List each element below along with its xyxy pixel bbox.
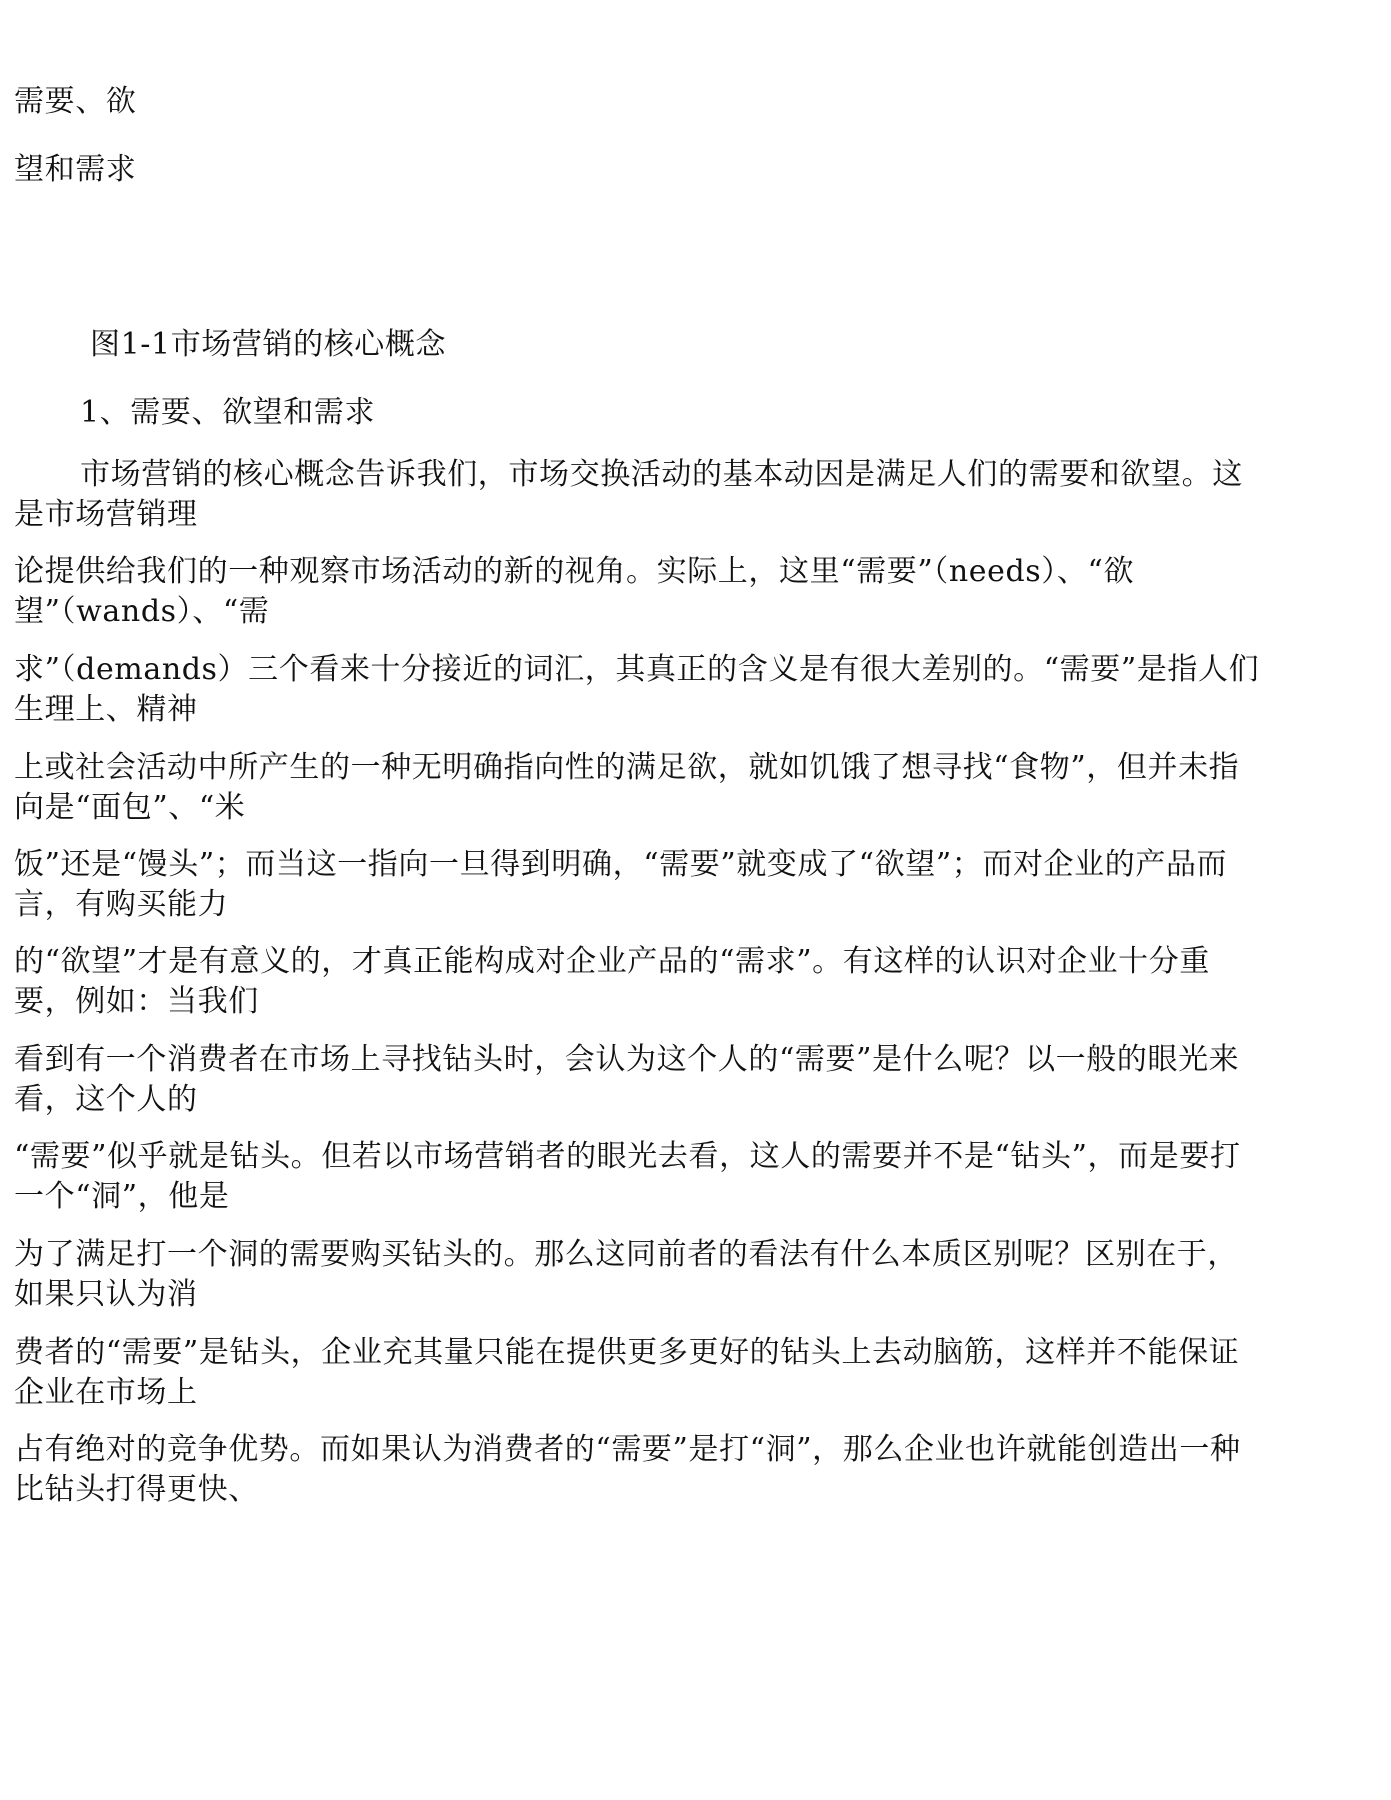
figure-caption: 图1-1市场营销的核心概念 (90, 327, 447, 362)
paragraph-10-line-1: 费者的“需要”是钻头，企业充其量只能在提供更多更好的钻头上去动脑筋，这样并不能保证 (14, 1335, 1240, 1370)
paragraph-2 (14, 552, 1384, 632)
section-heading: 1、需要、欲望和需求 (80, 395, 376, 430)
paragraph-1-line-1: 市场营销的核心概念告诉我们，市场交换活动的基本动因是满足人们的需要和欲望。这 (80, 457, 1243, 492)
paragraph-4 (14, 748, 1384, 828)
top-line-1: 需要、欲 (14, 84, 137, 119)
paragraph-9-line-2: 如果只认为消 (14, 1277, 198, 1312)
paragraph-5-line-1: 饭”还是“馒头”；而当这一指向一旦得到明确，“需要”就变成了“欲望”；而对企业的产品而 (14, 847, 1228, 882)
paragraph-4-line-2: 向是“面包”、“米 (14, 790, 246, 825)
paragraph-6 (14, 942, 1384, 1022)
paragraph-10-line-2: 企业在市场上 (14, 1375, 198, 1410)
paragraph-6-line-1: 的“欲望”才是有意义的，才真正能构成对企业产品的“需求”。有这样的认识对企业十分重 (14, 944, 1210, 979)
paragraph-3-line-2: 生理上、精神 (14, 692, 198, 727)
paragraph-5 (14, 845, 1384, 925)
paragraph-11-line-1: 占有绝对的竞争优势。而如果认为消费者的“需要”是打“洞”，那么企业也许就能创造出一种 (14, 1432, 1241, 1467)
paragraph-2-line-1: 论提供给我们的一种观察市场活动的新的视角。实际上，这里“需要”（needs）、“欲 (14, 554, 1135, 589)
paragraph-1 (14, 455, 1384, 535)
paragraph-8-line-1: “需要”似乎就是钻头。但若以市场营销者的眼光去看，这人的需要并不是“钻头”，而是要打 (14, 1139, 1241, 1174)
paragraph-10 (14, 1333, 1384, 1413)
paragraph-7-line-2: 看，这个人的 (14, 1082, 198, 1117)
paragraph-4-line-1: 上或社会活动中所产生的一种无明确指向性的满足欲，就如饥饿了想寻找“食物”，但并未指 (14, 750, 1240, 785)
paragraph-11 (14, 1430, 1384, 1510)
paragraph-1-line-2: 是市场营销理 (14, 497, 198, 532)
paragraph-8 (14, 1137, 1384, 1217)
paragraph-5-line-2: 言，有购买能力 (14, 887, 229, 922)
paragraph-9 (14, 1235, 1384, 1315)
paragraph-7-line-1: 看到有一个消费者在市场上寻找钻头时，会认为这个人的“需要”是什么呢？以一般的眼光来 (14, 1042, 1240, 1077)
paragraph-3 (14, 650, 1384, 730)
paragraph-8-line-2: 一个“洞”，他是 (14, 1179, 230, 1214)
paragraph-7 (14, 1040, 1384, 1120)
paragraph-11-line-2: 比钻头打得更快、 (14, 1472, 259, 1507)
top-line-2: 望和需求 (14, 152, 137, 187)
paragraph-2-line-2: 望”（wands）、“需 (14, 594, 270, 629)
paragraph-9-line-1: 为了满足打一个洞的需要购买钻头的。那么这同前者的看法有什么本质区别呢？区别在于， (14, 1237, 1238, 1272)
paragraph-6-line-2: 要，例如：当我们 (14, 984, 259, 1019)
paragraph-3-line-1: 求”（demands）三个看来十分接近的词汇，其真正的含义是有很大差别的。“需要”是指人们 (14, 652, 1260, 687)
